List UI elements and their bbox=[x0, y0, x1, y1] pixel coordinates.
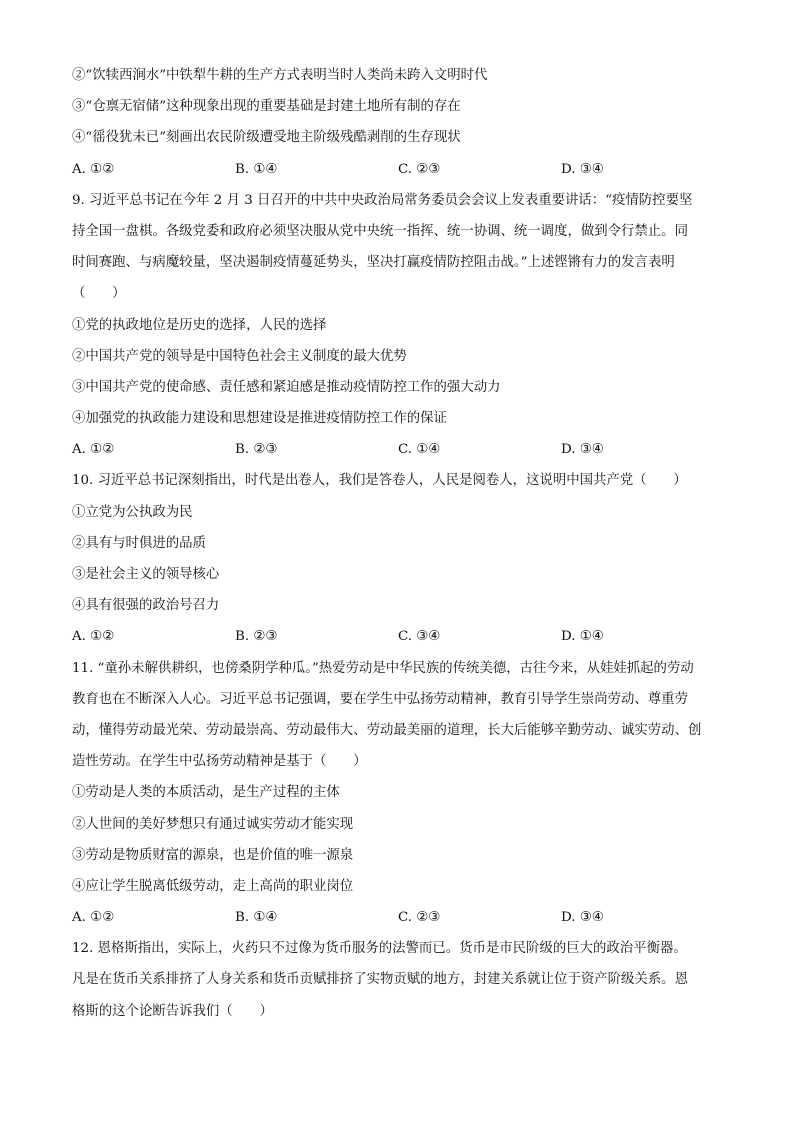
statement-line: ③劳动是物质财富的源泉，也是价值的唯一源泉 bbox=[72, 847, 354, 863]
statement-line: ②中国共产党的领导是中国特色社会主义制度的最大优势 bbox=[72, 348, 407, 364]
statement-line: ①立党为公执政为民 bbox=[72, 504, 193, 520]
stem-line: 9. 习近平总书记在今年 2 月 3 日召开的中共中央政治局常务委员会会议上发表重要讲话：“疫情防控要坚 bbox=[72, 192, 693, 208]
option-b: B. ②③ bbox=[235, 442, 278, 458]
statement-line: ②“饮犊西涧水”中铁犁牛耕的生产方式表明当时人类尚未跨入文明时代 bbox=[72, 68, 488, 83]
stem-line: 时间赛跑、与病魔较量，坚决遏制疫情蔓延势头，坚决打赢疫情防控阻击战。”上述铿锵有力的发言表明 bbox=[72, 255, 675, 271]
question-9 bbox=[72, 185, 724, 466]
options-row bbox=[72, 434, 724, 465]
statement-line: ④“徭役犹未已”刻画出农民阶级遭受地主阶级残酷剥削的生存现状 bbox=[72, 130, 461, 146]
statement-line: ②人世间的美好梦想只有通过诚实劳动才能实现 bbox=[72, 816, 354, 832]
stem-line: 持全国一盘棋。各级党委和政府必须坚决服从党中央统一指挥、统一协调、统一调度，做到令行禁止。同 bbox=[72, 223, 688, 239]
options-row bbox=[72, 902, 724, 933]
option-a: A. ①② bbox=[72, 161, 115, 177]
option-c: C. ①④ bbox=[398, 442, 441, 458]
statement-line: ①劳动是人类的本质活动，是生产过程的主体 bbox=[72, 785, 340, 801]
option-a: A. ①② bbox=[72, 910, 115, 926]
statement-line: ②具有与时俱进的品质 bbox=[72, 535, 206, 551]
statement-line: ④应让学生脱离低级劳动，走上高尚的职业岗位 bbox=[72, 878, 354, 894]
statement-line: ③“仓禀无宿储”这种现象出现的重要基础是封建土地所有制的存在 bbox=[72, 99, 461, 115]
exam-page bbox=[72, 60, 724, 1027]
statement-line: ③中国共产党的使命感、责任感和紧迫感是推动疫情防控工作的强大动力 bbox=[72, 379, 501, 395]
option-a: A. ①② bbox=[72, 442, 115, 458]
stem-line: 教育也在不断深入人心。习近平总书记强调，要在学生中弘扬劳动精神，教育引导学生崇尚劳动、尊重劳 bbox=[72, 691, 688, 707]
stem-line: 凡是在货币关系排挤了人身关系和货币贡赋排挤了实物贡赋的地方，封建关系就让位于资产阶级关系。恩 bbox=[72, 972, 688, 988]
option-c: C. ②③ bbox=[398, 910, 441, 926]
statement-line: ④加强党的执政能力建设和思想建设是推进疫情防控工作的保证 bbox=[72, 411, 447, 427]
stem-line: 造性劳动。在学生中弘扬劳动精神是基于（ ） bbox=[72, 754, 367, 770]
stem-line: 动，懂得劳动最光荣、劳动最崇高、劳动最伟大、劳动最美丽的道理，长大后能够辛勤劳动、诚实劳动、创 bbox=[72, 722, 702, 738]
option-a: A. ①② bbox=[72, 629, 115, 645]
option-c: C. ③④ bbox=[398, 629, 441, 645]
option-b: B. ②③ bbox=[235, 629, 278, 645]
answer-blank: （ ） bbox=[72, 286, 126, 302]
stem-line: 10. 习近平总书记深刻指出，时代是出卷人，我们是答卷人，人民是阅卷人，这说明中国共产党（ ） bbox=[72, 473, 687, 489]
option-d: D. ③④ bbox=[561, 442, 604, 458]
stem-line: 12. 恩格斯指出，实际上，火药只不过像为货币服务的法警而已。货币是市民阶级的巨大的政治平衡器。 bbox=[72, 941, 687, 957]
question-11 bbox=[72, 653, 724, 934]
option-b: B. ①④ bbox=[235, 910, 278, 926]
statement-line: ④具有很强的政治号召力 bbox=[72, 598, 220, 614]
options-row bbox=[72, 621, 724, 652]
question-10 bbox=[72, 465, 724, 652]
option-d: D. ①④ bbox=[561, 629, 604, 645]
option-b: B. ①④ bbox=[235, 161, 278, 177]
question-12 bbox=[72, 933, 724, 1027]
option-d: D. ③④ bbox=[561, 910, 604, 926]
statement-line: ③是社会主义的领导核心 bbox=[72, 567, 220, 582]
question-8-tail bbox=[72, 60, 724, 185]
statement-line: ①党的执政地位是历史的选择，人民的选择 bbox=[72, 317, 327, 333]
stem-line: 格斯的这个论断告诉我们（ ） bbox=[72, 1003, 273, 1019]
stem-line: 11. “童孙未解供耕织，也傍桑阴学种瓜。”热爱劳动是中华民族的传统美德，古往今来，从娃娃抓起的劳动 bbox=[72, 660, 694, 676]
option-c: C. ②③ bbox=[398, 161, 441, 177]
options-row bbox=[72, 154, 724, 185]
option-d: D. ③④ bbox=[561, 161, 604, 177]
